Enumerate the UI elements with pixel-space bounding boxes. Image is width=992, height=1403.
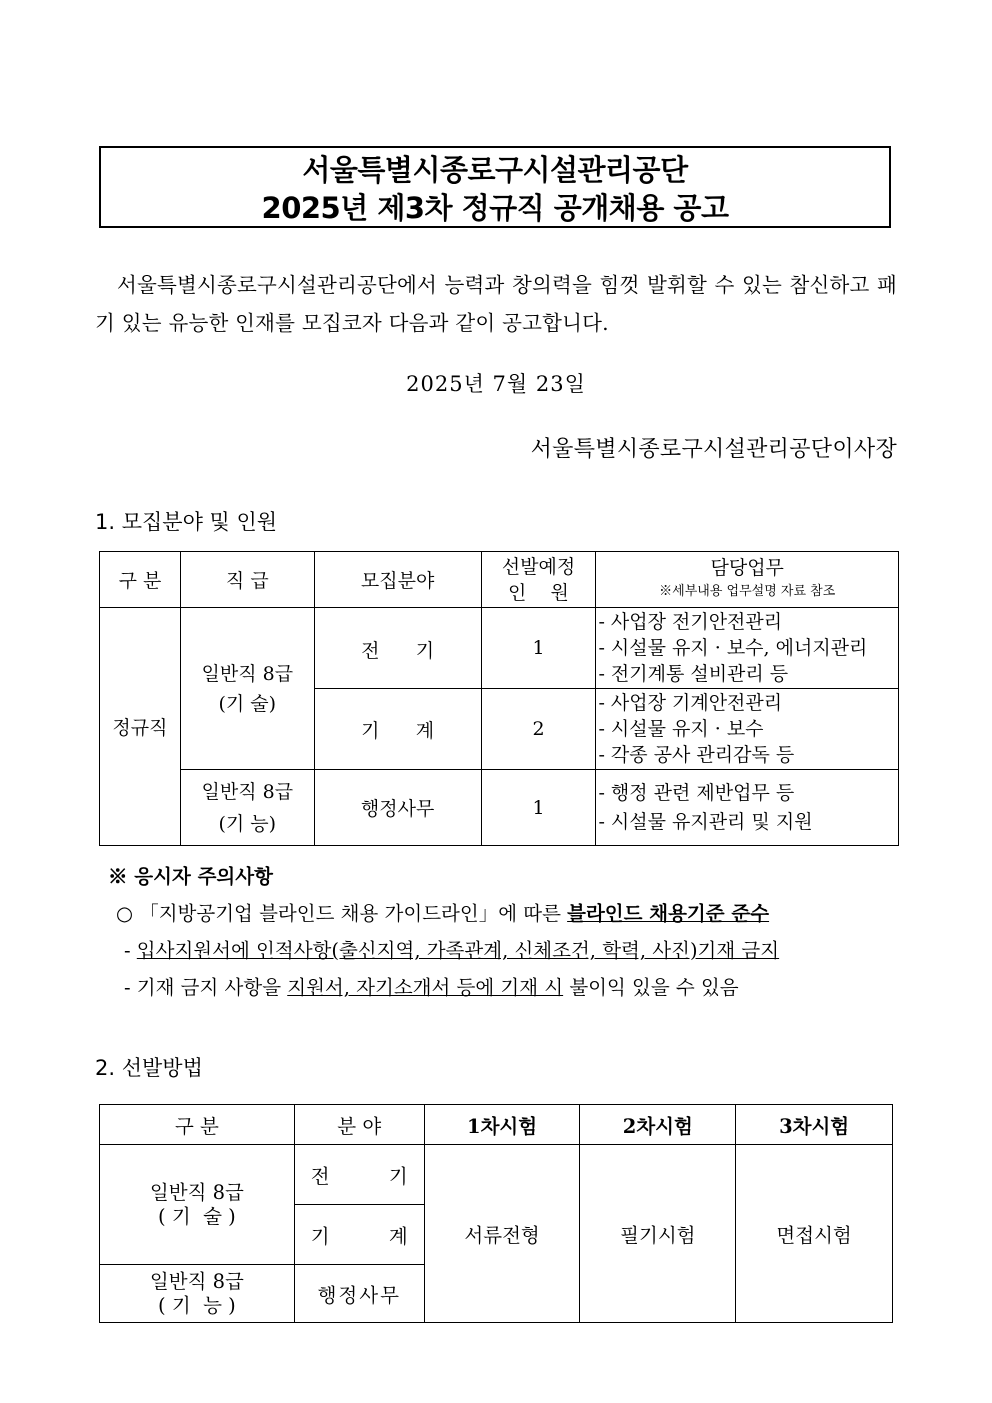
- duty-item: - 시설물 유지 · 보수: [598, 718, 764, 740]
- group-tech-cell: [100, 1145, 295, 1265]
- group-skill-cell: [100, 1265, 295, 1323]
- notes-line-1: [116, 895, 779, 932]
- field-cell: 행정사무: [314, 770, 481, 846]
- duty-item: - 각종 공사 관리감독 등: [598, 744, 795, 766]
- duty-item: - 사업장 기계안전관리: [598, 692, 783, 714]
- table-header-row: [100, 1105, 893, 1145]
- group-skill-line2: ( 기 능 ): [158, 1293, 236, 1317]
- table-row: [100, 1145, 893, 1205]
- notes-line-2-dash: -: [124, 939, 137, 962]
- header-category: 구 분: [100, 1105, 295, 1145]
- intro-paragraph: [95, 266, 897, 342]
- duty-item: - 시설물 유지 · 보수, 에너지관리: [598, 637, 868, 659]
- grade-skill-cell: [180, 770, 314, 846]
- header-field: 모집분야: [314, 552, 481, 608]
- table-row: [100, 608, 899, 689]
- grade-skill-line2: (기 능): [218, 812, 277, 835]
- category-cell: 정규직: [100, 608, 181, 846]
- notes-line-3: [124, 969, 779, 1006]
- announcement-date: 2025년 7월 23일: [406, 372, 586, 396]
- field-cell: 전 기: [314, 608, 481, 689]
- notes-line-2: [124, 932, 779, 969]
- intro-text: 서울특별시종로구시설관리공단에서 능력과 창의력을 힘껏 발휘할 수 있는 참신하고 패기 있는 유능한 인재를 모집코자 다음과 같이 공고합니다.: [95, 273, 897, 335]
- header-stage-2: 2차시험: [580, 1105, 736, 1145]
- applicant-notes: [108, 858, 779, 1006]
- duty-item: - 사업장 전기안전관리: [598, 611, 783, 633]
- header-duty-note: ※세부내용 업무설명 자료 참조: [659, 583, 836, 599]
- grade-skill-line1: 일반직 8급: [201, 780, 294, 803]
- notes-line-1-text: ○ 「지방공기업 블라인드 채용 가이드라인」에 따른: [116, 902, 568, 925]
- duty-item: - 시설물 유지관리 및 지원: [598, 810, 813, 833]
- header-grade: 직 급: [180, 552, 314, 608]
- field-electric-a: 전: [310, 1164, 330, 1188]
- section-1-heading: 1. 모집분야 및 인원: [95, 510, 278, 534]
- section-2-heading: 2. 선발방법: [95, 1056, 203, 1080]
- field-mechanical-a: 기: [310, 1224, 330, 1248]
- field-cell: 기 계: [314, 689, 481, 770]
- notes-heading: ※ 응시자 주의사항: [108, 865, 273, 888]
- duty-item: - 행정 관련 제반업무 등: [598, 781, 795, 804]
- signer: 서울특별시종로구시설관리공단이사장: [530, 437, 897, 462]
- announcement-title-box: [99, 146, 891, 228]
- selection-method-table: [99, 1104, 893, 1323]
- duty-item: - 전기계통 설비관리 등: [598, 663, 789, 685]
- count-cell: 2: [481, 689, 596, 770]
- duty-cell: [596, 608, 899, 689]
- title-line-1: 서울특별시종로구시설관리공단: [302, 153, 688, 187]
- header-count: [481, 552, 596, 608]
- header-duty-label: 담당업무: [710, 556, 784, 579]
- notes-line-3-tail: 불이익 있을 수 있음: [563, 976, 739, 999]
- group-tech-line1: 일반직 8급: [149, 1180, 244, 1204]
- field-mechanical-b: 계: [388, 1224, 408, 1248]
- group-skill-line1: 일반직 8급: [149, 1269, 244, 1293]
- grade-tech-line1: 일반직 8급: [201, 662, 294, 685]
- header-duty: [596, 552, 899, 608]
- group-tech-line2: ( 기 술 ): [158, 1204, 236, 1228]
- field-electric-b: 기: [388, 1164, 408, 1188]
- title-line-2: 2025년 제3차 정규직 공개채용 공고: [261, 191, 729, 225]
- notes-line-3-underline: 지원서, 자기소개서 등에 기재 시: [287, 976, 564, 999]
- stage-3-cell: 면접시험: [736, 1145, 893, 1323]
- notes-line-3-text: - 기재 금지 사항을: [124, 976, 288, 999]
- count-cell: 1: [481, 608, 596, 689]
- table-row: [100, 770, 899, 846]
- field-electric-cell: [294, 1145, 424, 1205]
- count-cell: 1: [481, 770, 596, 846]
- notes-line-2-text: 입사지원서에 인적사항(출신지역, 가족관계, 신체조건, 학력, 사진)기재 금지: [136, 939, 780, 962]
- recruitment-table: [99, 551, 899, 846]
- header-count-line1: 선발예정: [501, 555, 576, 578]
- header-stage-3: 3차시험: [736, 1105, 893, 1145]
- header-count-line2: 인 원: [508, 581, 569, 604]
- header-category: 구 분: [100, 552, 181, 608]
- duty-cell: [596, 689, 899, 770]
- stage-1-cell: 서류전형: [424, 1145, 580, 1323]
- header-stage-1: 1차시험: [424, 1105, 580, 1145]
- table-header-row: [100, 552, 899, 608]
- stage-2-cell: 필기시험: [580, 1145, 736, 1323]
- field-mechanical-cell: [294, 1205, 424, 1265]
- grade-tech-cell: [180, 608, 314, 770]
- field-admin-cell: 행정사무: [294, 1265, 424, 1323]
- header-field: 분 야: [294, 1105, 424, 1145]
- notes-line-1-emphasis: 블라인드 채용기준 준수: [567, 902, 770, 925]
- grade-tech-line2: (기 술): [218, 692, 277, 715]
- duty-cell: [596, 770, 899, 846]
